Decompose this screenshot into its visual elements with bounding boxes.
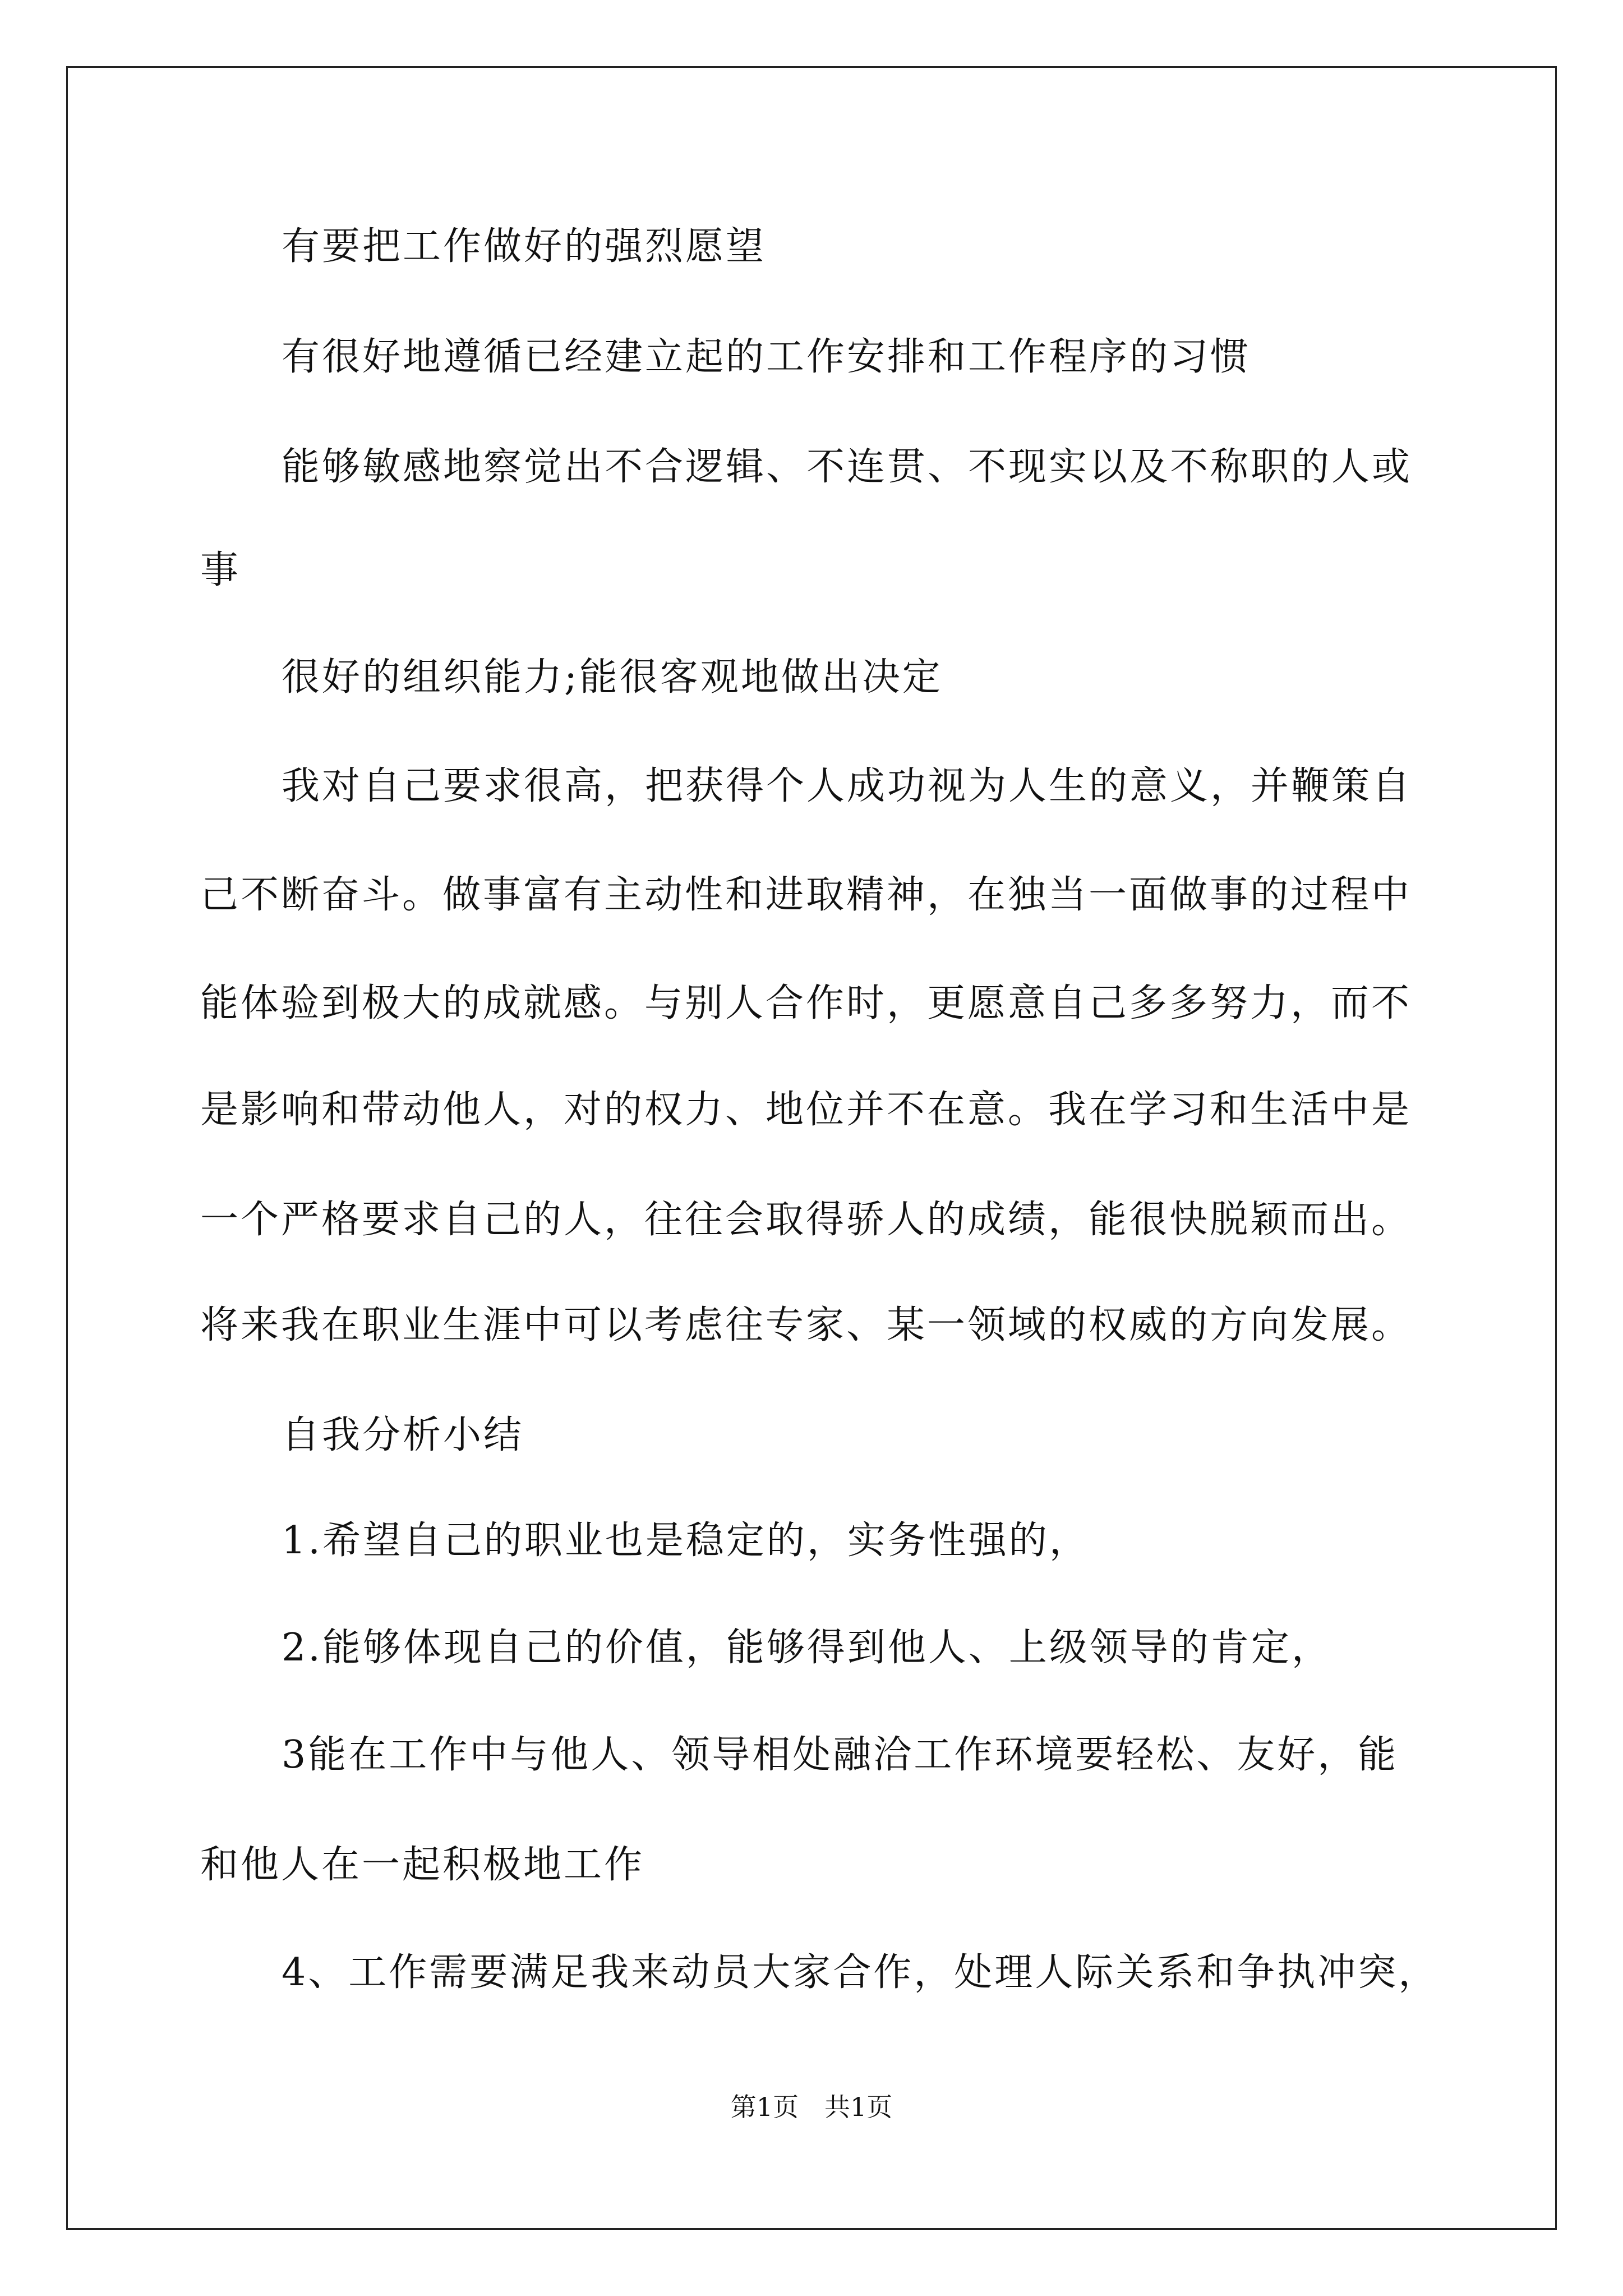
text-line: 1.希望自己的职业也是稳定的，实务性强的， [201,1519,1090,1563]
text-line: 2.能够体现自己的价值，能够得到他人、上级领导的肯定， [201,1626,1332,1670]
text-line: 能体验到极大的成就感。与别人合作时，更愿意自己多多努力，而不 [200,981,1412,1025]
page-border [66,66,1557,2230]
text-line: 能够敏感地察觉出不合逻辑、不连贯、不现实以及不称职的人或 [201,445,1413,489]
text-line: 将来我在职业生涯中可以考虑往专家、某一领域的权威的方向发展。 [200,1303,1412,1347]
text-line: 和他人在一起积极地工作 [200,1843,645,1887]
page-number-footer: 第1页 共1页 [730,2092,893,2122]
text-line: 事 [200,548,241,592]
text-line: 我对自己要求很高，把获得个人成功视为人生的意义，并鞭策自 [201,764,1413,808]
text-line: 有要把工作做好的强烈愿望 [201,224,767,269]
text-line: 很好的组织能力;能很客观地做出决定 [201,655,943,700]
text-line: 有很好地遵循已经建立起的工作安排和工作程序的习惯 [201,335,1251,379]
text-line: 4、工作需要满足我来动员大家合作，处理人际关系和争执冲突， [201,1950,1439,1995]
text-line: 一个严格要求自己的人，往往会取得骄人的成绩，能很快脱颖而出。 [200,1198,1412,1242]
text-line: 是影响和带动他人，对的权力、地位并不在意。我在学习和生活中是 [200,1088,1412,1132]
text-line: 自我分析小结 [201,1413,524,1457]
text-line: 3能在工作中与他人、领导相处融洽工作环境要轻松、友好，能 [201,1733,1399,1777]
text-line: 己不断奋斗。做事富有主动性和进取精神，在独当一面做事的过程中 [200,873,1412,917]
